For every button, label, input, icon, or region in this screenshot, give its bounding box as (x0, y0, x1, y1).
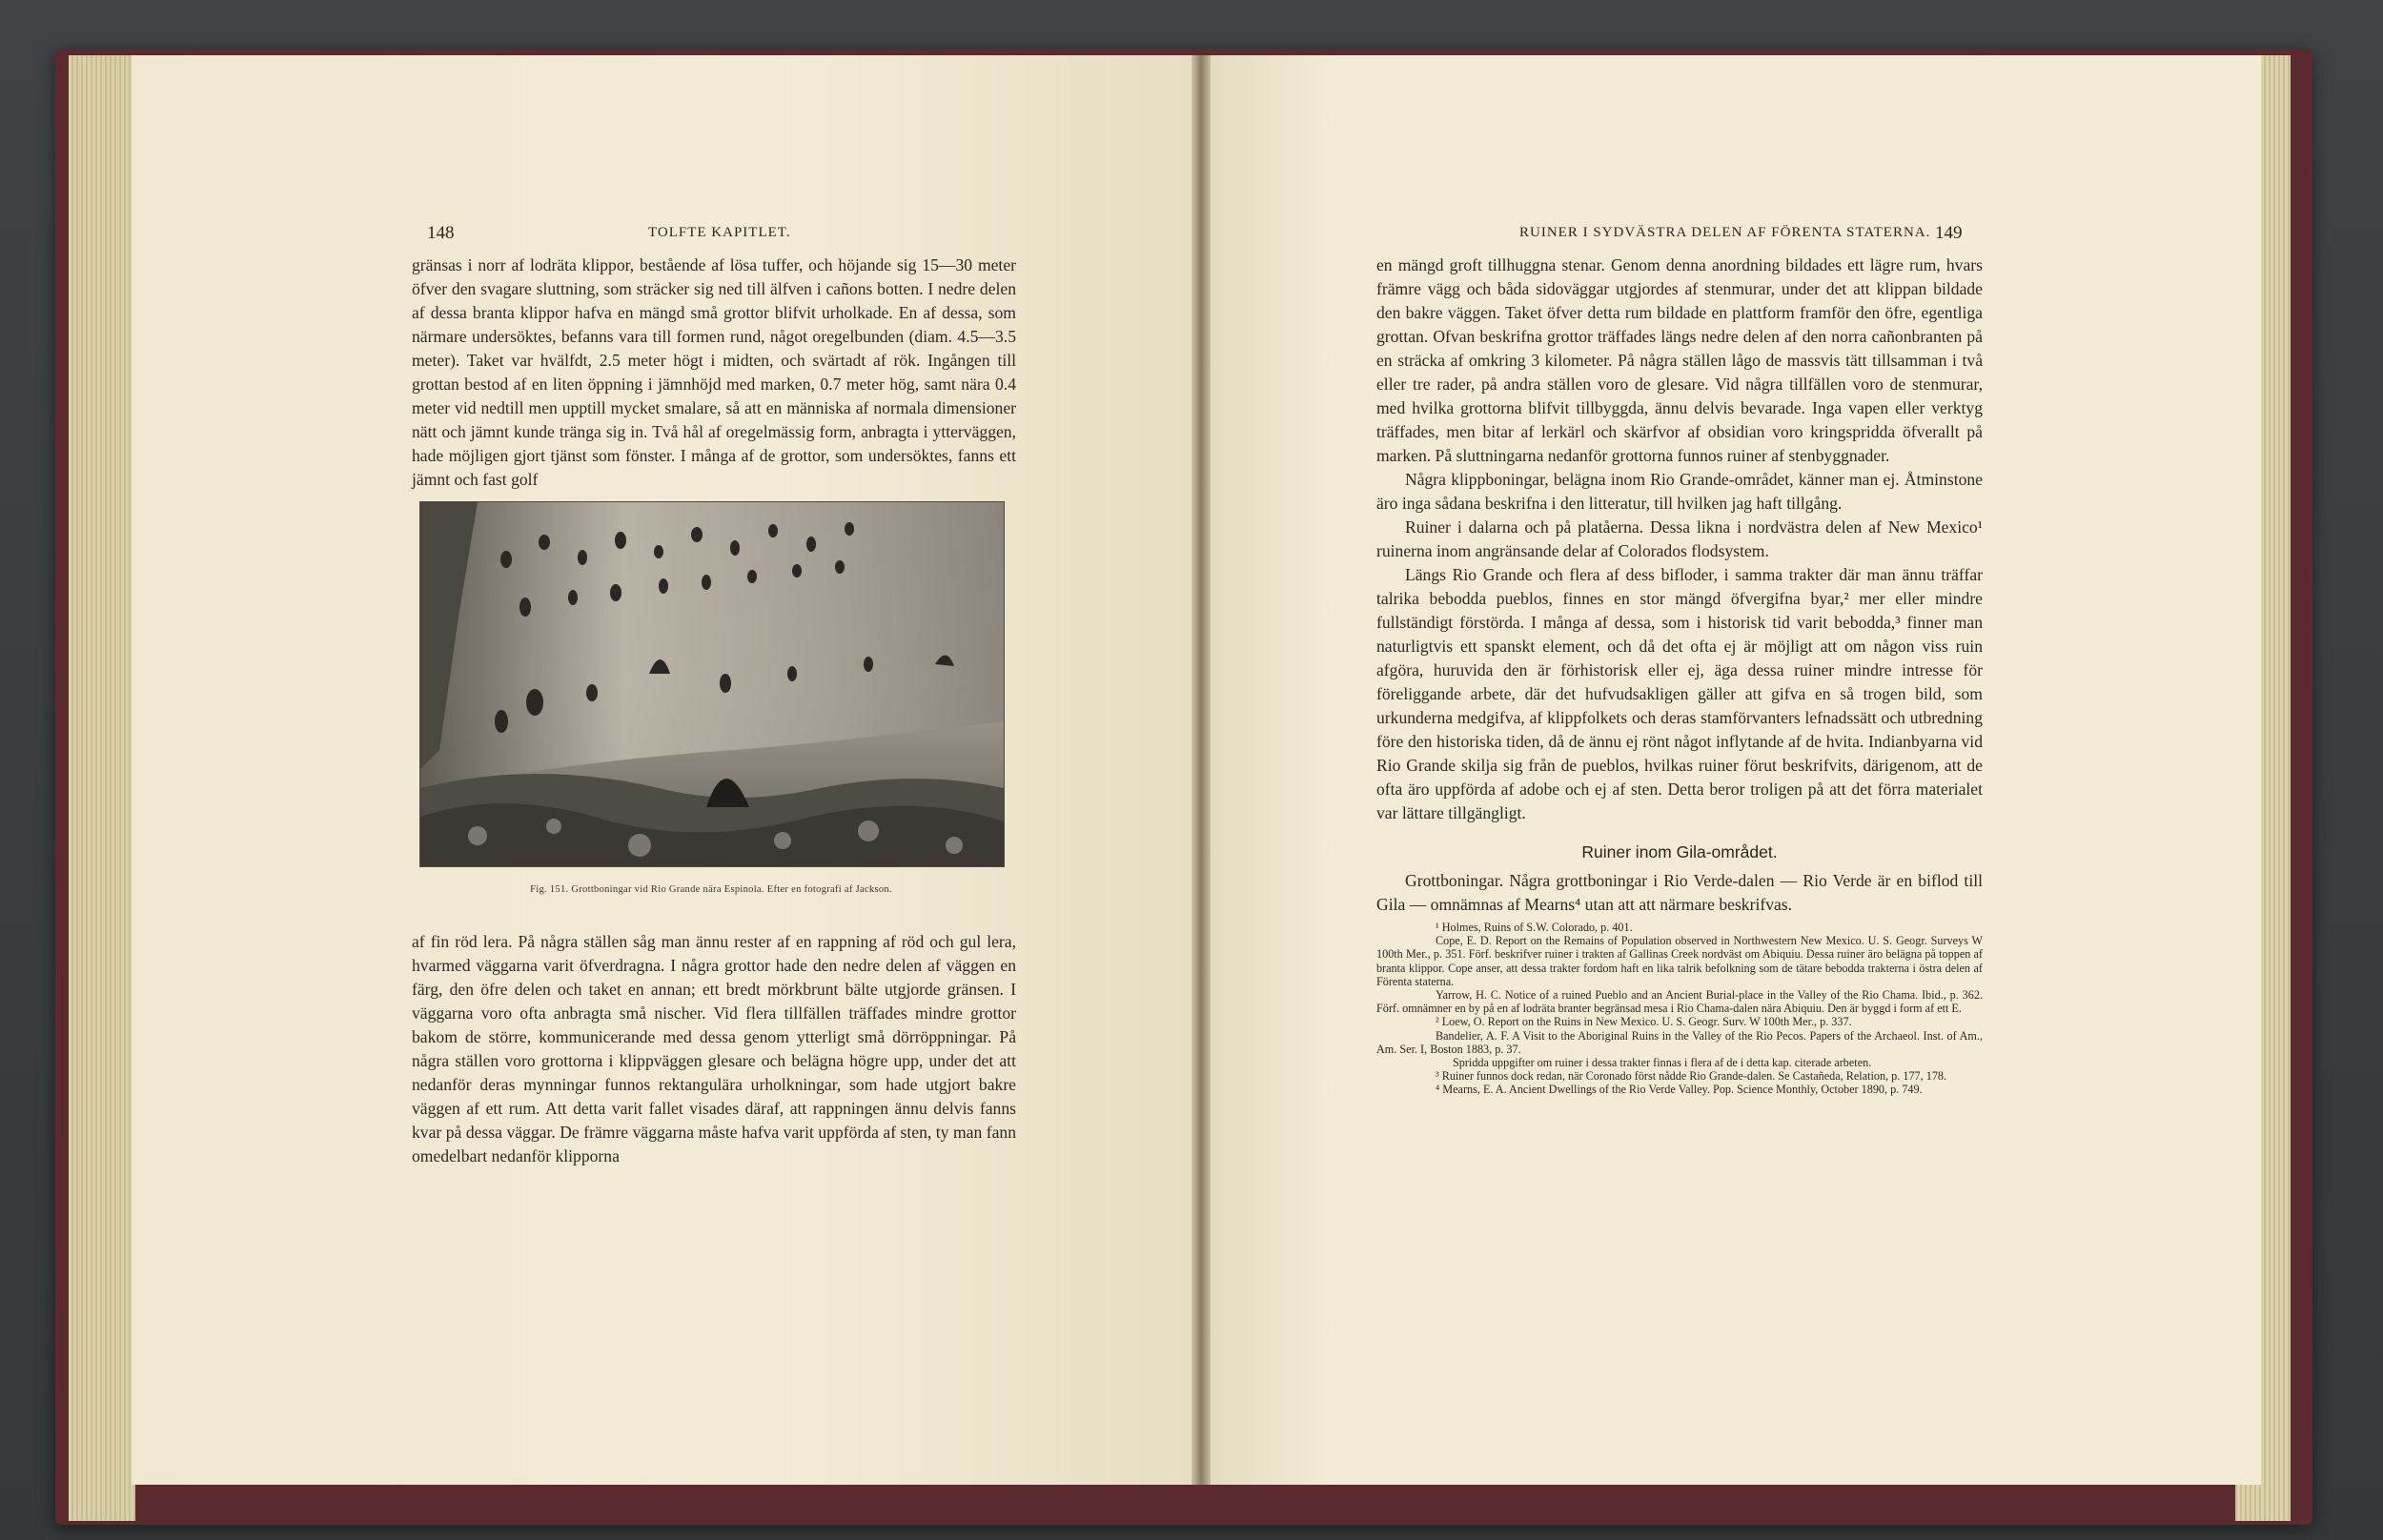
left-running-head: TOLFTE KAPITLET. (648, 225, 791, 240)
right-paragraph-4: Längs Rio Grande och flera af dess bifloder, i samma trakter där man ännu träffar talrika bebodda pueblos, finnes en stor mängd öfvergifna byar,² mer eller mindre fullständigt förstörda. I många af dessa, som i historisk tid varit bebodda,³ finner man naturligtvis ett spanskt element, och då det ofta ej är möjligt att om någon viss ruin afgöra, huruvida den är förhistorisk eller ej, äga dessa ruiner mindre intresse för föreliggande arbete, där det hufvudsakligen gäller att gifva en så trogen bild, som urkunderna medgifva, af klippfolkets och deras stamförvanters lefnadssätt och utbredning före den historiska tiden, då de ännu ej rönt något inflytande af de hvita. Indianbyarna vid Rio Grande skilja sig från de pueblos, hvilkas ruiner förut beskrifvits, därigenom, att de ofta äro uppförda af adobe och ej af sten. Detta beror troligen på att det förra materialet var lättare tillgängligt. (1376, 565, 1983, 822)
footnotes (1376, 921, 1983, 1097)
footnote-line: ⁴ Mearns, E. A. Ancient Dwellings of the Rio Verde Valley. Pop. Science Monthly, October 1890, p. 749. (1436, 1083, 1923, 1097)
footnote-line: ³ Ruiner funnos dock redan, när Coronado först nådde Rio Grande-dalen. Se Castañeda, Relation, p. 177, 178. (1436, 1069, 1947, 1084)
left-paragraph-2-text: af fin röd lera. På några ställen såg man ännu rester af en rappning af röd och gul lera, hvarmed väggarna varit öfverdragna. I några grottor hade den nedre delen af väggen en färg, den öfre delen och taket en annan; ett bredt mörkbrunt bälte utgjorde gränsen. I väggarna voro ofta anbragta små nischer. Vid flera tillfällen träffades mindre grottor bakom de större, kommunicerande med dessa genom ytterligt små dörröppningar. På några ställen voro grottorna i klippväggen glesare och belägna högre upp, under det att nedanför deras mynningar funnos rektangulära urholkningar, som hade utgjort bakre väggen af ett rum. Att detta varit fallet visades däraf, att rappningen ännu delvis fanns kvar på dessa väggar. De främre väggarna måste hafva varit uppförda af sten, ty man fann omedelbart nedanför klipporna (412, 932, 1016, 1165)
footnote-line: Bandelier, A. F. A Visit to the Aboriginal Ruins in the Valley of the Rio Pecos. Papers of the Archaeol. Inst. of Am., Am. Ser. I, Boston 1883, p. 37. (1376, 1028, 1983, 1056)
footnote-line: Cope, E. D. Report on the Remains of Population observed in Northwestern New Mexico. U. S. Geogr. Surveys W 100th Mer., p. 351. Förf. beskrifver ruiner i trakten af Gallinas Creek nordväst om Abiquiu. Dessa ruiner äro belägna på toppen af branta klippor. Cope anser, att dessa trakter fordom haft en lika talrik befolkning som de tätare bebodda trakterna i östra delen af Förenta staterna. (1376, 934, 1983, 988)
right-paragraph-2: Några klippboningar, belägna inom Rio Grande-området, känner man ej. Åtminstone äro inga sådana beskrifna i den litteratur, till hvilken jag haft tillgång. (1376, 470, 1983, 513)
page-edges-left (69, 55, 135, 1521)
footnote-line: ² Loew, O. Report on the Ruins in New Mexico. U. S. Geogr. Surv. W 100th Mer., p. 337. (1436, 1015, 1852, 1029)
left-paragraph-1 (412, 253, 1016, 492)
book-gutter (1192, 55, 1211, 1485)
footnote-line: Spridda uppgifter om ruiner i dessa trakter finnas i flera af de i detta kap. citerade arbeten. (1453, 1056, 1872, 1070)
right-paragraph-5-block (1376, 869, 1983, 917)
cliff-dwellings-photo-image (420, 502, 1004, 866)
figure-caption: Fig. 151. Grottboningar vid Rio Grande nära Espinola. Efter en fotografi af Jackson. (530, 884, 892, 895)
right-running-head: RUINER I SYDVÄSTRA DELEN AF FÖRENTA STATERNA. (1519, 225, 1931, 240)
section-heading: Ruiner inom Gila-området. (1581, 842, 1778, 861)
right-paragraph-5: Grottboningar. Några grottboningar i Rio Verde-dalen — Rio Verde är en biflod till Gila — omnämnas af Mearns⁴ utan att att närmare beskrifvas. (1376, 871, 1983, 914)
right-page-number: 149 (1935, 223, 1963, 243)
right-body-text (1376, 253, 1983, 825)
right-paragraph-1: en mängd groft tillhuggna stenar. Genom denna anordning bildades ett lägre rum, hvars främre vägg och båda sidoväggar utgjordes af stenmurar, under det att klippan bildade den bakre väggen. Taket öfver detta rum bildade en plattform framför den öfre, egentliga grottan. Ofvan beskrifna grottor träffades längs nedre delen af den norra cañonbranten på en sträcka af omkring 3 kilometer. På några ställen lågo de massvis tätt tillsamman i två eller tre rader, på andra ställen voro de glesare. Vid några tillfällen voro de stenmurar, med hvilka grottorna blifvit tillbyggda, ännu delvis bevarade. Inga vapen eller verktyg träffades, men bitar af lerkärl och skärfvor af obsidian voro kringspridda öfverallt på marken. På sluttningarna nedanför grottorna funnos ruiner af stenbyggnader. (1376, 255, 1983, 465)
right-paragraph-3: Ruiner i dalarna och på platåerna. Dessa likna i nordvästra delen af New Mexico¹ ruinerna inom angränsande delar af Colorados flodsystem. (1376, 517, 1983, 560)
footnote-line: Yarrow, H. C. Notice of a ruined Pueblo and an Ancient Burial-place in the Valley of the Rio Chama. Ibid., p. 362. Förf. omnämner en by på en af lodräta branter begränsad mesa i Rio Chama-dalen nära Abiquiu. Den är byggd i form af ett E. (1376, 988, 1983, 1016)
left-page-number: 148 (427, 223, 455, 243)
footnote-line: ¹ Holmes, Ruins of S.W. Colorado, p. 401. (1436, 921, 1633, 934)
left-paragraph-2 (412, 930, 1016, 1168)
figure-cliff-photo (419, 501, 1005, 867)
left-paragraph-1-text: gränsas i norr af lodräta klippor, bestående af lösa tuffer, och höjande sig 15—30 meter öfver den svagare sluttning, som sträcker sig ned till älfven i cañons botten. I nedre delen af dessa branta klippor hafva en mängd små grottor blifvit urholkade. En af dessa, som närmare undersöktes, befanns vara till formen rund, något oregelbunden (diam. 4.5—3.5 meter). Taket var hvälfdt, 2.5 meter högt i midten, och svärtadt af rök. Ingången till grottan bestod af en liten öppning i jämnhöjd med marken, 0.7 meter hög, samt nära 0.4 meter vid nedtill men upptill mycket smalare, så att en människa af normala dimensioner nätt och jämnt kunde tränga sig in. Två hål af oregelmässig form, anbragta i ytterväggen, hade möjligen gjort tjänst som fönster. I många af de grottor, som undersöktes, fanns ett jämnt och fast golf (412, 255, 1016, 489)
